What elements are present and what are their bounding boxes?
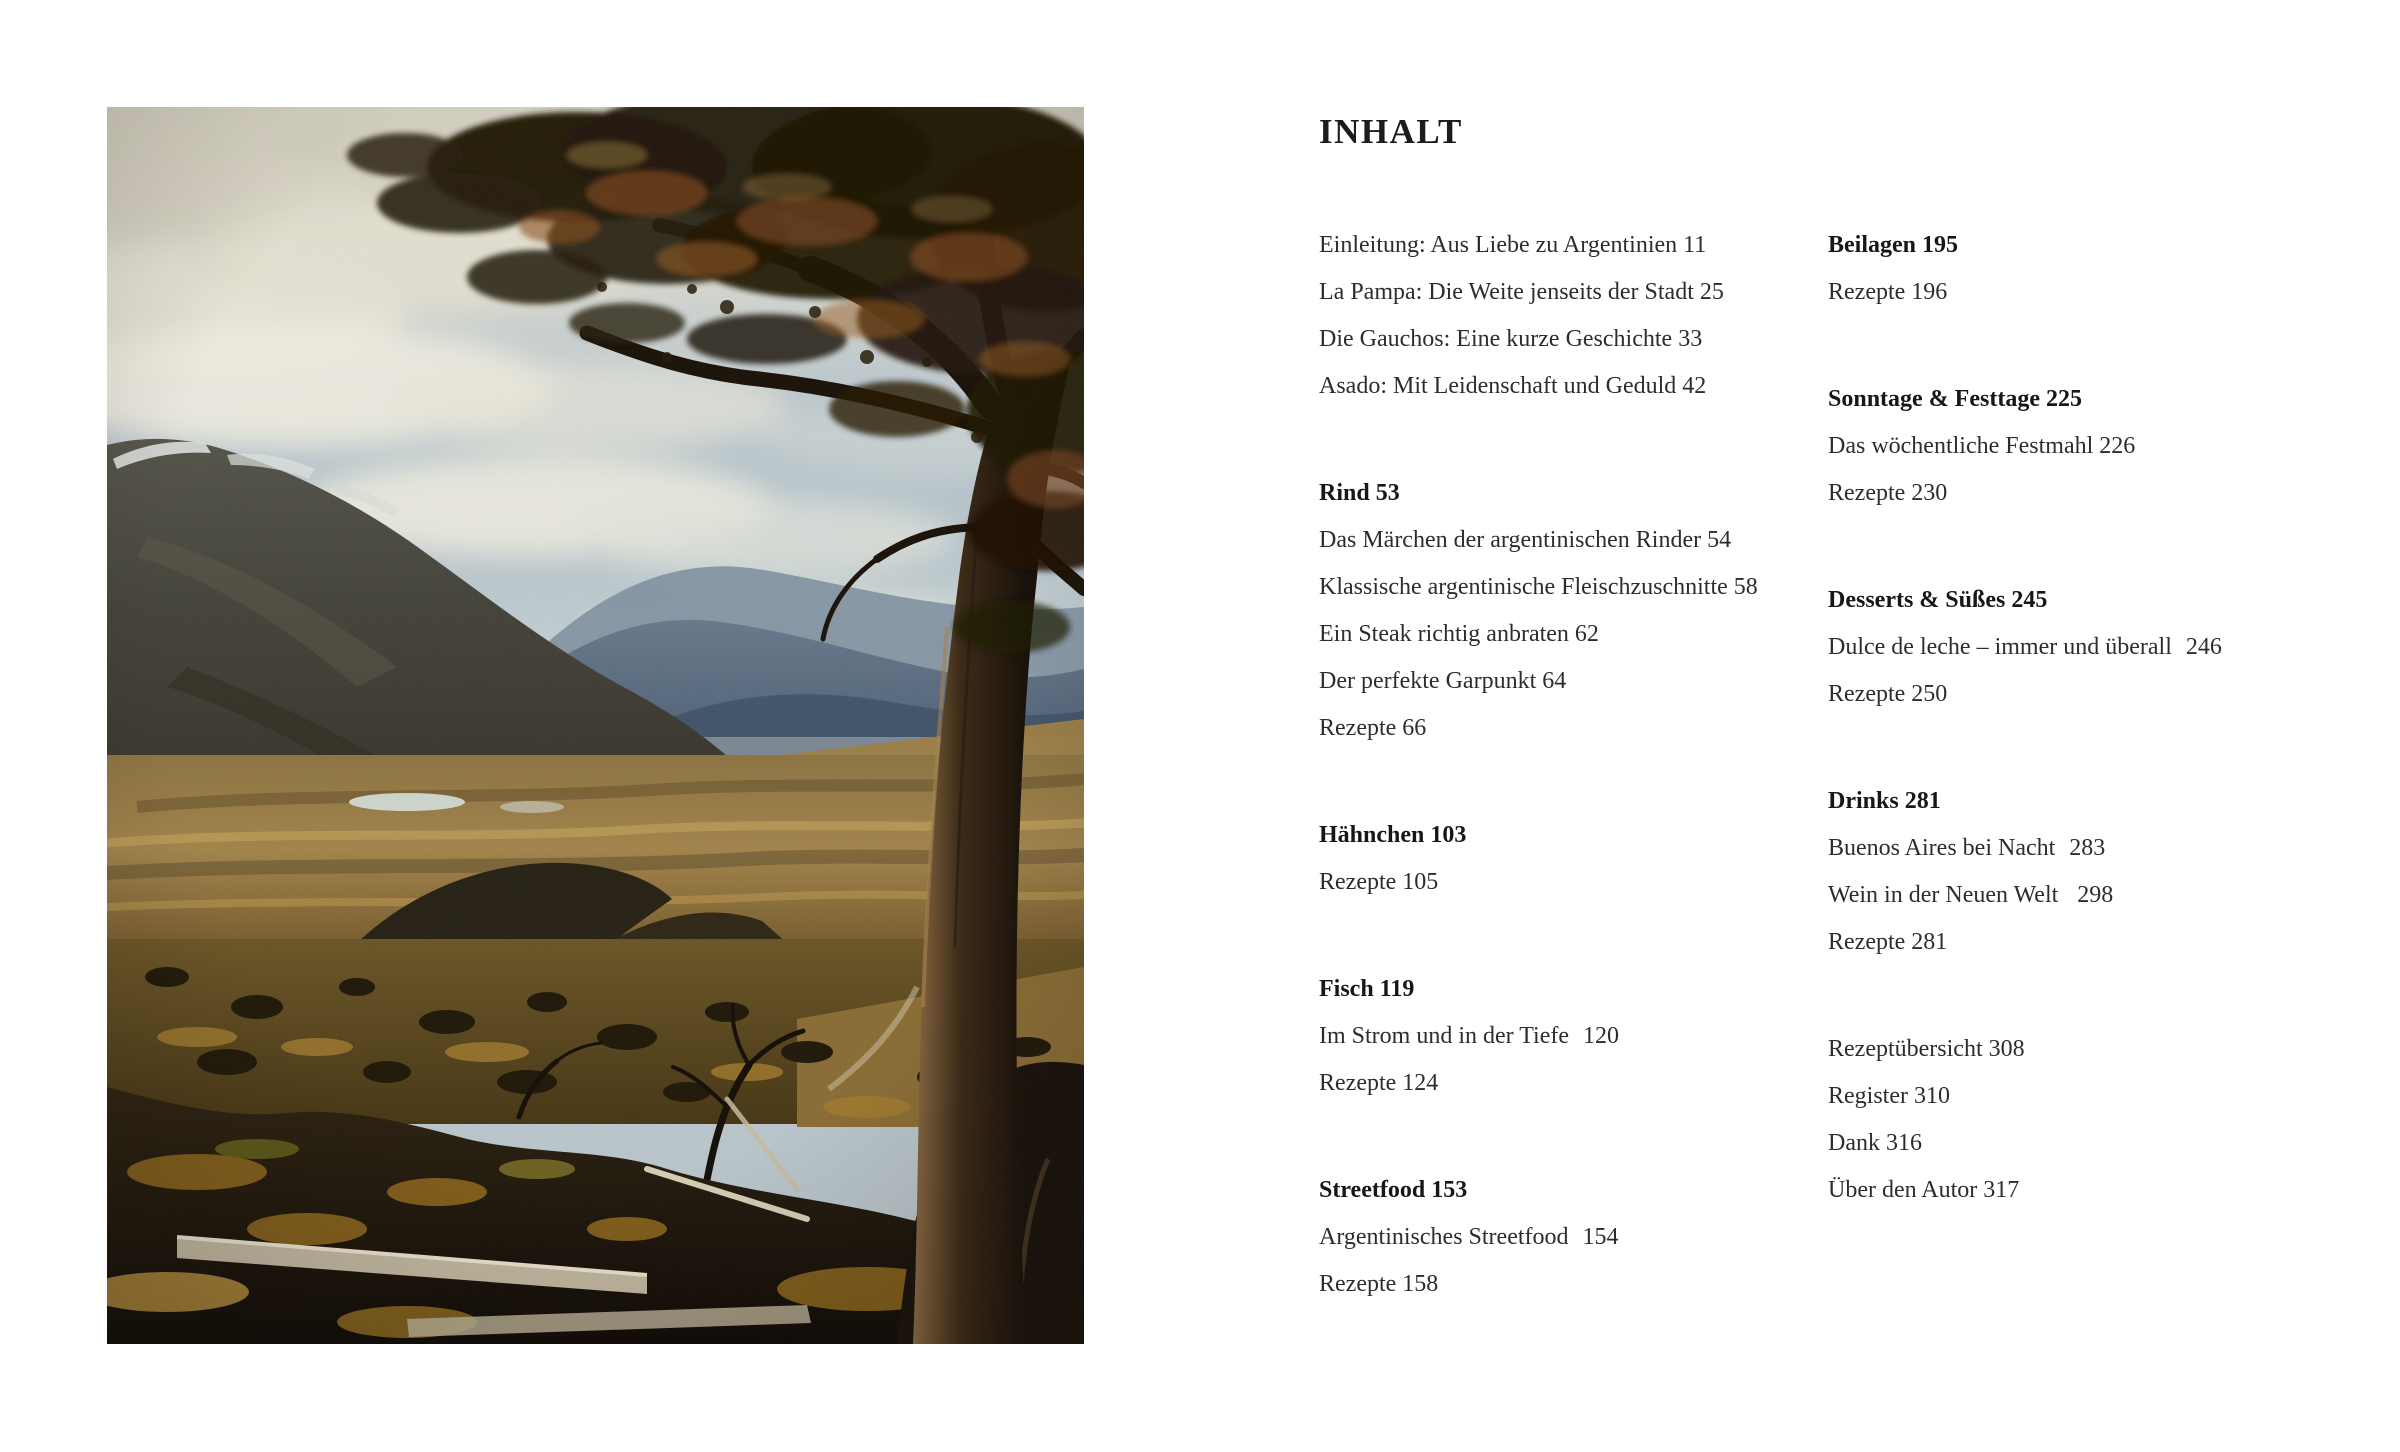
toc-section-intro [1319, 222, 1824, 410]
toc-entry-page: 25 [1699, 279, 1724, 305]
toc-entry-label: Dank [1828, 1130, 1880, 1156]
toc-entry-label: Wein in der Neuen Welt [1828, 882, 2059, 908]
toc-entry-page: 103 [1430, 822, 1467, 848]
toc-entry-page: 308 [1988, 1036, 2025, 1062]
toc-entry [1828, 825, 2388, 872]
toc-entry-label: Dulce de leche – immer und überall [1828, 634, 2172, 660]
toc-entry-page: 281 [1911, 929, 1948, 955]
toc-entry-page: 58 [1733, 574, 1758, 600]
toc-section-haehnchen [1319, 812, 1824, 906]
toc-section-beilagen [1828, 222, 2388, 316]
toc-section-rind [1319, 470, 1824, 752]
toc-entry-page: 298 [2077, 882, 2114, 908]
toc-entry-label: Rezepte [1828, 279, 1906, 305]
toc-entry [1828, 423, 2388, 470]
toc-entry-page: 53 [1375, 480, 1400, 506]
toc-entry-page: 245 [2011, 587, 2048, 613]
toc-section-sonntage [1828, 376, 2388, 517]
toc-entry-page: 250 [1911, 681, 1948, 707]
toc-entry-page: 225 [2045, 386, 2082, 412]
landscape-photo-art [107, 107, 1084, 1344]
toc-section-header [1828, 376, 2388, 423]
toc-column-left [1319, 222, 1824, 1308]
toc-entry [1319, 222, 1824, 269]
toc-section-streetfood [1319, 1167, 1824, 1308]
toc-entry-label: Im Strom und in der Tiefe [1319, 1023, 1569, 1049]
toc-entry-label: Drinks [1828, 788, 1899, 814]
toc-entry-page: 105 [1402, 869, 1439, 895]
toc-entry-page: 11 [1683, 232, 1707, 258]
toc-entry-label: La Pampa: Die Weite jenseits der Stadt [1319, 279, 1694, 305]
toc-entry-label: Asado: Mit Leidenschaft und Geduld [1319, 373, 1677, 399]
toc-entry-page: 283 [2069, 835, 2106, 861]
toc-entry-label: Einleitung: Aus Liebe zu Argentinien [1319, 232, 1678, 258]
toc-entry-page: 196 [1911, 279, 1948, 305]
toc-entry-label: Rind [1319, 480, 1370, 506]
toc-entry-label: Buenos Aires bei Nacht [1828, 835, 2056, 861]
toc-entry-page: 317 [1983, 1177, 2020, 1203]
toc-section-header [1828, 577, 2388, 624]
toc-entry-page: 158 [1402, 1271, 1439, 1297]
toc-entry-label: Beilagen [1828, 232, 1916, 258]
toc-entry-page: 62 [1574, 621, 1599, 647]
toc-entry [1319, 859, 1824, 906]
toc-entry-label: Rezepte [1319, 869, 1397, 895]
toc-entry-page: 310 [1913, 1083, 1950, 1109]
toc-entry-label: Argentinisches Streetfood [1319, 1224, 1569, 1250]
toc-entry-label: Sonntage & Festtage [1828, 386, 2040, 412]
toc-entry-page: 42 [1682, 373, 1707, 399]
toc-section-drinks [1828, 778, 2388, 966]
toc-entry-page: 230 [1911, 480, 1948, 506]
toc-entry-label: Klassische argentinische Fleischzuschnitte [1319, 574, 1728, 600]
toc-entry-label: Rezepte [1319, 1271, 1397, 1297]
toc-entry-label: Hähnchen [1319, 822, 1425, 848]
toc-entry-label: Über den Autor [1828, 1177, 1978, 1203]
toc-entry [1828, 919, 2388, 966]
toc-entry [1319, 316, 1824, 363]
toc-entry-page: 195 [1922, 232, 1958, 258]
toc-entry-label: Das Märchen der argentinischen Rinder [1319, 527, 1702, 553]
toc-entry [1828, 1167, 2388, 1214]
toc-entry [1319, 611, 1824, 658]
toc-entry [1319, 1214, 1824, 1261]
toc-entry [1828, 624, 2388, 671]
landscape-photo [107, 107, 1084, 1344]
toc-section-header [1828, 778, 2388, 825]
toc-entry [1828, 1073, 2388, 1120]
toc-entry-label: Rezepte [1319, 715, 1397, 741]
toc-section-header [1319, 812, 1824, 859]
toc-entry [1319, 1261, 1824, 1308]
toc-entry-label: Desserts & Süßes [1828, 587, 2006, 613]
toc-entry-page: 316 [1885, 1130, 1922, 1156]
toc-entry [1319, 1060, 1824, 1107]
toc-title: INHALT [1319, 112, 1463, 151]
toc-entry-label: Register [1828, 1083, 1908, 1109]
film-grain [107, 107, 1084, 1344]
toc-section-header [1319, 1167, 1824, 1214]
toc-entry-label: Rezepte [1319, 1070, 1397, 1096]
toc-entry [1319, 658, 1824, 705]
toc-entry-label: Rezeptübersicht [1828, 1036, 1983, 1062]
toc-entry [1319, 564, 1824, 611]
toc-entry [1828, 671, 2388, 718]
toc-entry-label: Fisch [1319, 976, 1374, 1002]
toc-entry-label: Das wöchentliche Festmahl [1828, 433, 2094, 459]
toc-section-anhang [1828, 1026, 2388, 1214]
toc-entry-label: Rezepte [1828, 929, 1906, 955]
toc-entry-label: Die Gauchos: Eine kurze Geschichte [1319, 326, 1673, 352]
toc-entry [1319, 517, 1824, 564]
toc-entry [1828, 1120, 2388, 1167]
toc-column-right [1828, 222, 2388, 1214]
toc-entry-page: 119 [1379, 976, 1415, 1002]
toc-entry-page: 33 [1678, 326, 1703, 352]
toc-entry-label: Rezepte [1828, 480, 1906, 506]
toc-entry [1828, 872, 2388, 919]
toc-entry-label: Streetfood [1319, 1177, 1426, 1203]
toc-entry [1828, 470, 2388, 517]
toc-entry-label: Ein Steak richtig anbraten [1319, 621, 1569, 647]
toc-entry-page: 124 [1402, 1070, 1439, 1096]
toc-entry [1319, 269, 1824, 316]
toc-entry-page: 226 [2099, 433, 2136, 459]
toc-entry-page: 64 [1542, 668, 1567, 694]
toc-section-header [1319, 470, 1824, 517]
toc-section-desserts [1828, 577, 2388, 718]
toc-section-header [1319, 966, 1824, 1013]
toc-entry-label: Rezepte [1828, 681, 1906, 707]
toc-entry-page: 154 [1582, 1224, 1619, 1250]
toc-entry-page: 66 [1402, 715, 1427, 741]
toc-entry [1828, 1026, 2388, 1073]
toc-entry-page: 153 [1431, 1177, 1468, 1203]
toc-entry-page: 246 [2185, 634, 2222, 660]
toc-entry [1319, 705, 1824, 752]
toc-entry-page: 120 [1583, 1023, 1619, 1049]
toc-entry [1319, 1013, 1824, 1060]
toc-entry-label: Der perfekte Garpunkt [1319, 668, 1537, 694]
toc-entry [1319, 363, 1824, 410]
toc-section-fisch [1319, 966, 1824, 1107]
toc-entry-page: 281 [1904, 788, 1941, 814]
toc-section-header [1828, 222, 2388, 269]
toc-entry [1828, 269, 2388, 316]
toc-entry-page: 54 [1707, 527, 1732, 553]
